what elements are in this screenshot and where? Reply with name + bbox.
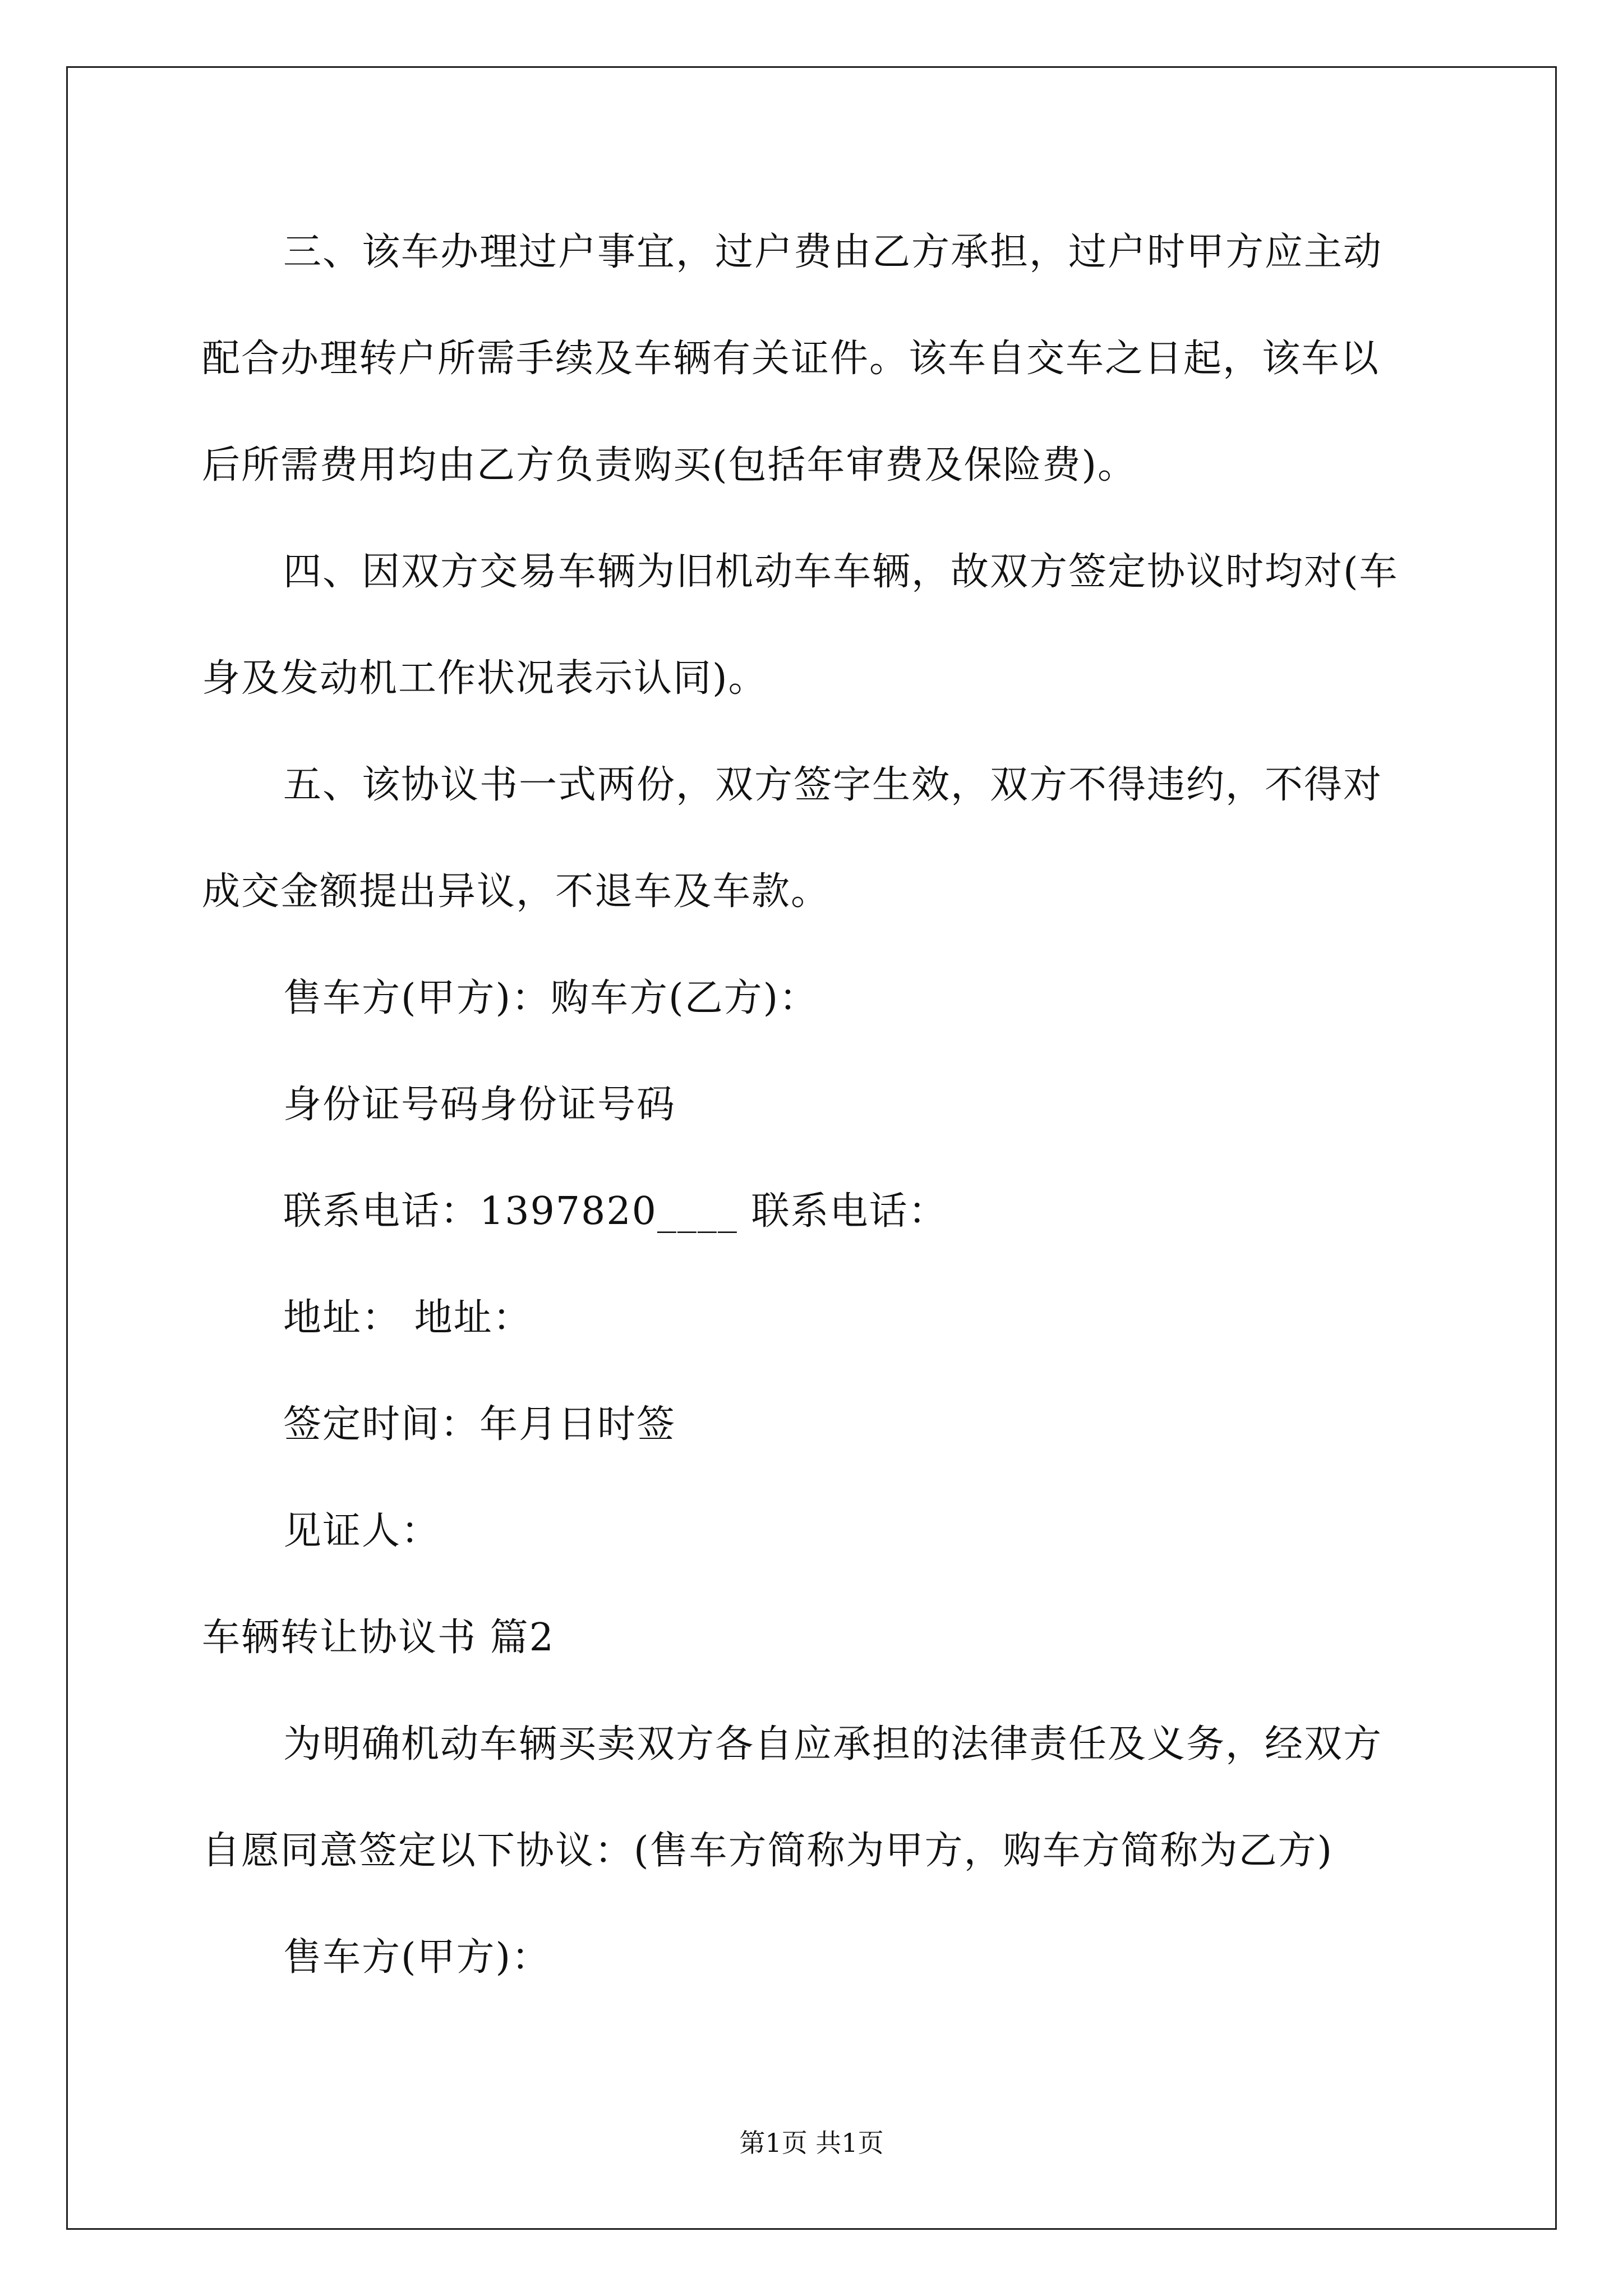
paragraph-line: 联系电话：1397820____ 联系电话： <box>283 1189 948 1234</box>
paragraph-line: 身及发动机工作状况表示认同)。 <box>202 656 768 701</box>
page-footer: 第1页 共1页 <box>739 2128 884 2158</box>
paragraph-line: 售车方(甲方)：购车方(乙方)： <box>283 976 819 1020</box>
page-border <box>66 66 1557 2230</box>
paragraph-line: 后所需费用均由乙方负责购买(包括年审费及保险费)。 <box>202 443 1137 487</box>
paragraph-line: 三、该车办理过户事宜，过户费由乙方承担，过户时甲方应主动 <box>283 230 1383 274</box>
paragraph-line: 签定时间：年月日时签 <box>283 1402 676 1447</box>
paragraph-line: 成交金额提出异议，不退车及车款。 <box>202 869 831 914</box>
paragraph-line: 地址： 地址： <box>283 1296 532 1340</box>
paragraph-line: 四、因双方交易车辆为旧机动车车辆，故双方签定协议时均对(车 <box>283 550 1399 594</box>
paragraph-line: 身份证号码身份证号码 <box>283 1083 676 1127</box>
paragraph-line: 为明确机动车辆买卖双方各自应承担的法律责任及义务，经双方 <box>283 1722 1383 1766</box>
paragraph-line: 自愿同意签定以下协议：(售车方简称为甲方，购车方简称为乙方) <box>202 1829 1334 1873</box>
paragraph-line: 见证人： <box>283 1509 441 1553</box>
paragraph-line: 配合办理转户所需手续及车辆有关证件。该车自交车之日起，该车以 <box>202 337 1380 381</box>
section-heading: 车辆转让协议书 篇2 <box>202 1616 555 1660</box>
paragraph-line: 五、该协议书一式两份，双方签字生效，双方不得违约，不得对 <box>283 763 1383 807</box>
paragraph-line: 售车方(甲方)： <box>283 1935 551 1980</box>
